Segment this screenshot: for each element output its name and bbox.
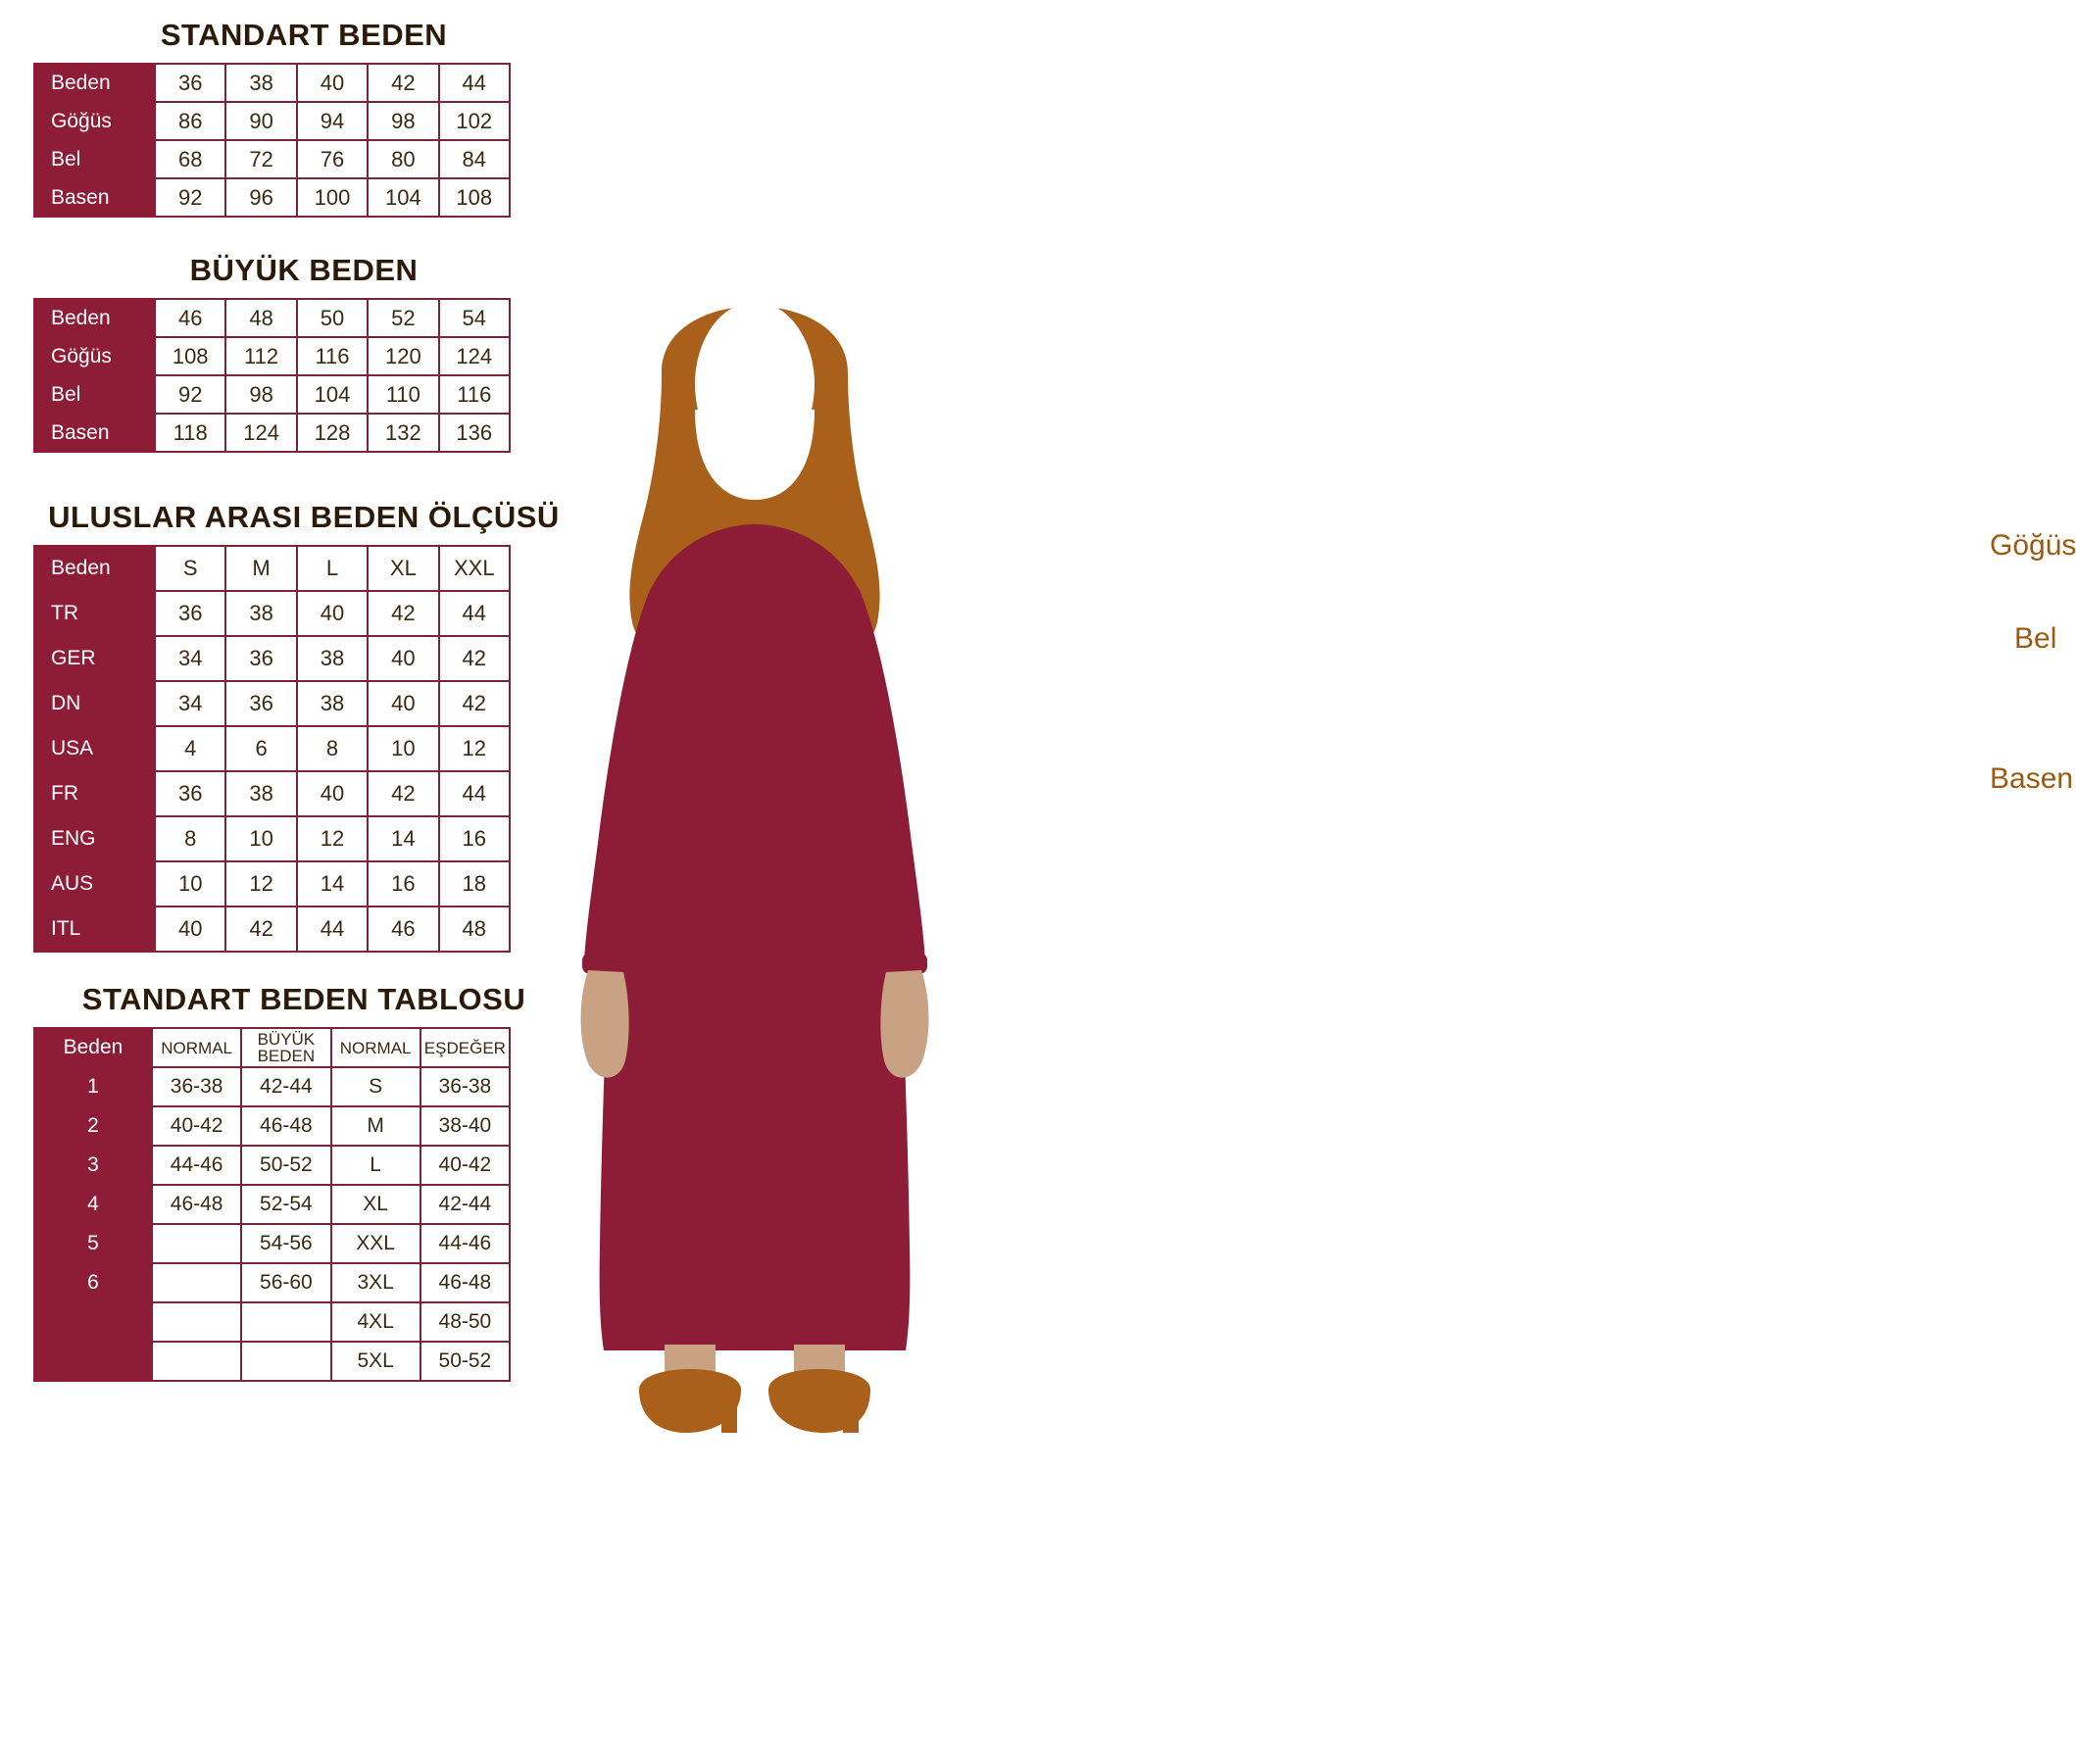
table-cell: 52: [368, 299, 438, 337]
row-header: 1: [34, 1067, 152, 1106]
section-title-buyuk-beden: BÜYÜK BEDEN: [189, 253, 419, 287]
section-buyuk-beden: [29, 253, 578, 453]
left-hand: [581, 970, 629, 1078]
table-cell: 102: [439, 102, 510, 140]
table-cell: L: [297, 546, 368, 591]
table-cell: 54-56: [241, 1224, 330, 1263]
table-cell: 42: [439, 636, 510, 681]
table-row: [34, 1146, 510, 1185]
table-cell: 96: [225, 178, 296, 217]
table-cell: [152, 1302, 241, 1342]
table-cell: XL: [368, 546, 438, 591]
table-cell: 46: [155, 299, 225, 337]
row-header: Beden: [34, 546, 155, 591]
table-cell: 36: [155, 64, 225, 102]
model-illustration: [549, 176, 961, 1431]
table-uluslararasi-beden: [33, 545, 511, 953]
table-cell: 38: [297, 681, 368, 726]
table-cell: 44: [439, 591, 510, 636]
table-cell: 38: [225, 591, 296, 636]
table-cell: 44-46: [420, 1224, 510, 1263]
section-title-uluslararasi-beden: ULUSLAR ARASI BEDEN ÖLÇÜSÜ: [48, 500, 560, 534]
table-cell: 128: [297, 414, 368, 452]
column-header: Beden: [34, 1028, 152, 1067]
label-bust: Göğüs: [1990, 529, 2076, 562]
table-row: [34, 299, 510, 337]
table-cell: 10: [225, 816, 296, 861]
column-header: NORMAL: [152, 1028, 241, 1067]
row-header: ENG: [34, 816, 155, 861]
table-row: [34, 1185, 510, 1224]
label-hip: Basen: [1990, 762, 2074, 795]
table-cell: 76: [297, 140, 368, 178]
column-header: NORMAL: [331, 1028, 420, 1067]
table-cell: 46-48: [241, 1106, 330, 1146]
table-row: [34, 636, 510, 681]
table-cell: 42: [368, 591, 438, 636]
table-cell: 104: [297, 375, 368, 414]
table-cell: 124: [225, 414, 296, 452]
table-row: [34, 337, 510, 375]
table-cell: 42: [368, 771, 438, 816]
table-cell: 42: [225, 906, 296, 952]
table-cell: 38: [225, 64, 296, 102]
table-row: [34, 546, 510, 591]
column-header: EŞDEĞER: [420, 1028, 510, 1067]
table-cell: 14: [368, 816, 438, 861]
table-cell: 90: [225, 102, 296, 140]
table-cell: 40: [368, 681, 438, 726]
table-cell: 4: [155, 726, 225, 771]
table-row: [34, 1067, 510, 1106]
row-header: TR: [34, 591, 155, 636]
table-cell: 14: [297, 861, 368, 906]
table-cell: 36: [225, 636, 296, 681]
row-header: Göğüs: [34, 102, 155, 140]
table-cell: 12: [439, 726, 510, 771]
row-header: 4: [34, 1185, 152, 1224]
table-cell: 108: [439, 178, 510, 217]
table-cell: 68: [155, 140, 225, 178]
table-cell: 38: [297, 636, 368, 681]
table-cell: 40: [155, 906, 225, 952]
table-cell: 48: [225, 299, 296, 337]
row-header: [34, 1342, 152, 1381]
label-waist: Bel: [2014, 622, 2057, 655]
table-cell: 44: [439, 771, 510, 816]
table-cell: 46-48: [152, 1185, 241, 1224]
row-header: Beden: [34, 64, 155, 102]
table-cell: 98: [368, 102, 438, 140]
table-buyuk-beden: [33, 298, 511, 453]
table-cell: 112: [225, 337, 296, 375]
table-cell: 84: [439, 140, 510, 178]
table-cell: S: [155, 546, 225, 591]
table-cell: 36: [155, 771, 225, 816]
right-heel: [843, 1392, 859, 1433]
table-cell: 80: [368, 140, 438, 178]
table-cell: [152, 1342, 241, 1381]
table-cell: 52-54: [241, 1185, 330, 1224]
table-row: [34, 726, 510, 771]
table-cell: 40: [297, 591, 368, 636]
left-heel: [721, 1392, 737, 1433]
table-cell: 40: [297, 771, 368, 816]
table-cell: 92: [155, 375, 225, 414]
table-row: [34, 414, 510, 452]
table-row: [34, 64, 510, 102]
table-cell: 40: [297, 64, 368, 102]
table-cell: 100: [297, 178, 368, 217]
row-header: 5: [34, 1224, 152, 1263]
table-cell: 36-38: [152, 1067, 241, 1106]
table-cell: 98: [225, 375, 296, 414]
table-cell: 104: [368, 178, 438, 217]
table-cell: 50-52: [241, 1146, 330, 1185]
table-cell: XL: [331, 1185, 420, 1224]
table-cell: 8: [155, 816, 225, 861]
table-header-row: [34, 1028, 510, 1067]
row-header: 6: [34, 1263, 152, 1302]
table-cell: 16: [439, 816, 510, 861]
column-header: BÜYÜK BEDEN: [241, 1028, 330, 1067]
table-cell: 110: [368, 375, 438, 414]
table-cell: M: [331, 1106, 420, 1146]
table-cell: 42: [368, 64, 438, 102]
table-row: [34, 906, 510, 952]
table-cell: 116: [439, 375, 510, 414]
table-cell: 86: [155, 102, 225, 140]
table-cell: 48: [439, 906, 510, 952]
table-cell: 44: [439, 64, 510, 102]
section-standart-beden: [29, 18, 578, 218]
row-header: FR: [34, 771, 155, 816]
table-cell: L: [331, 1146, 420, 1185]
table-cell: 36: [155, 591, 225, 636]
table-cell: 120: [368, 337, 438, 375]
table-cell: 118: [155, 414, 225, 452]
table-cell: 108: [155, 337, 225, 375]
section-title-standart-beden: STANDART BEDEN: [160, 18, 448, 52]
row-header: AUS: [34, 861, 155, 906]
row-header: USA: [34, 726, 155, 771]
table-row: [34, 1342, 510, 1381]
table-cell: 46-48: [420, 1263, 510, 1302]
table-cell: [241, 1342, 330, 1381]
table-cell: 34: [155, 681, 225, 726]
table-cell: 72: [225, 140, 296, 178]
table-cell: 42: [439, 681, 510, 726]
table-cell: 12: [225, 861, 296, 906]
table-cell: 16: [368, 861, 438, 906]
table-row: [34, 1263, 510, 1302]
table-cell: 18: [439, 861, 510, 906]
table-row: [34, 681, 510, 726]
table-cell: XXL: [439, 546, 510, 591]
table-standart-beden: [33, 63, 511, 218]
table-cell: 50-52: [420, 1342, 510, 1381]
table-cell: 44-46: [152, 1146, 241, 1185]
row-header: [34, 1302, 152, 1342]
row-header: DN: [34, 681, 155, 726]
table-row: [34, 861, 510, 906]
section-title-standart-beden-tablosu: STANDART BEDEN TABLOSU: [81, 982, 526, 1016]
table-cell: 56-60: [241, 1263, 330, 1302]
table-cell: 8: [297, 726, 368, 771]
row-header: 3: [34, 1146, 152, 1185]
table-cell: 5XL: [331, 1342, 420, 1381]
row-header: 2: [34, 1106, 152, 1146]
table-cell: 50: [297, 299, 368, 337]
table-cell: 10: [155, 861, 225, 906]
table-cell: 44: [297, 906, 368, 952]
table-cell: 136: [439, 414, 510, 452]
table-cell: M: [225, 546, 296, 591]
table-cell: XXL: [331, 1224, 420, 1263]
table-cell: 4XL: [331, 1302, 420, 1342]
table-cell: 42-44: [420, 1185, 510, 1224]
table-cell: 54: [439, 299, 510, 337]
table-cell: 94: [297, 102, 368, 140]
table-row: [34, 771, 510, 816]
table-row: [34, 375, 510, 414]
table-cell: 42-44: [241, 1067, 330, 1106]
table-cell: 34: [155, 636, 225, 681]
tables-column: [29, 18, 578, 1382]
table-cell: 12: [297, 816, 368, 861]
table-cell: 36-38: [420, 1067, 510, 1106]
table-cell: 40-42: [420, 1146, 510, 1185]
row-header: Göğüs: [34, 337, 155, 375]
table-row: [34, 1224, 510, 1263]
row-header: Bel: [34, 140, 155, 178]
table-cell: 6: [225, 726, 296, 771]
row-header: Beden: [34, 299, 155, 337]
table-standart-beden-tablosu: [33, 1027, 511, 1382]
row-header: Basen: [34, 178, 155, 217]
table-row: [34, 102, 510, 140]
spacer: [29, 453, 578, 500]
table-row: [34, 591, 510, 636]
table-cell: 132: [368, 414, 438, 452]
table-cell: 3XL: [331, 1263, 420, 1302]
table-cell: 36: [225, 681, 296, 726]
table-cell: 116: [297, 337, 368, 375]
table-cell: 38-40: [420, 1106, 510, 1146]
table-row: [34, 1302, 510, 1342]
table-cell: 38: [225, 771, 296, 816]
table-cell: 124: [439, 337, 510, 375]
row-header: GER: [34, 636, 155, 681]
spacer: [29, 218, 578, 253]
table-cell: 40: [368, 636, 438, 681]
row-header: Bel: [34, 375, 155, 414]
table-row: [34, 178, 510, 217]
table-cell: 10: [368, 726, 438, 771]
table-cell: 46: [368, 906, 438, 952]
table-row: [34, 816, 510, 861]
table-cell: [241, 1302, 330, 1342]
right-hand: [880, 970, 928, 1078]
section-standart-beden-tablosu: [29, 982, 578, 1382]
spacer: [29, 953, 578, 982]
row-header: Basen: [34, 414, 155, 452]
table-cell: 92: [155, 178, 225, 217]
table-cell: 40-42: [152, 1106, 241, 1146]
table-cell: [152, 1263, 241, 1302]
table-row: [34, 1106, 510, 1146]
row-header: ITL: [34, 906, 155, 952]
table-cell: S: [331, 1067, 420, 1106]
section-uluslararasi-beden: [29, 500, 578, 953]
table-cell: 48-50: [420, 1302, 510, 1342]
table-row: [34, 140, 510, 178]
table-cell: [152, 1224, 241, 1263]
